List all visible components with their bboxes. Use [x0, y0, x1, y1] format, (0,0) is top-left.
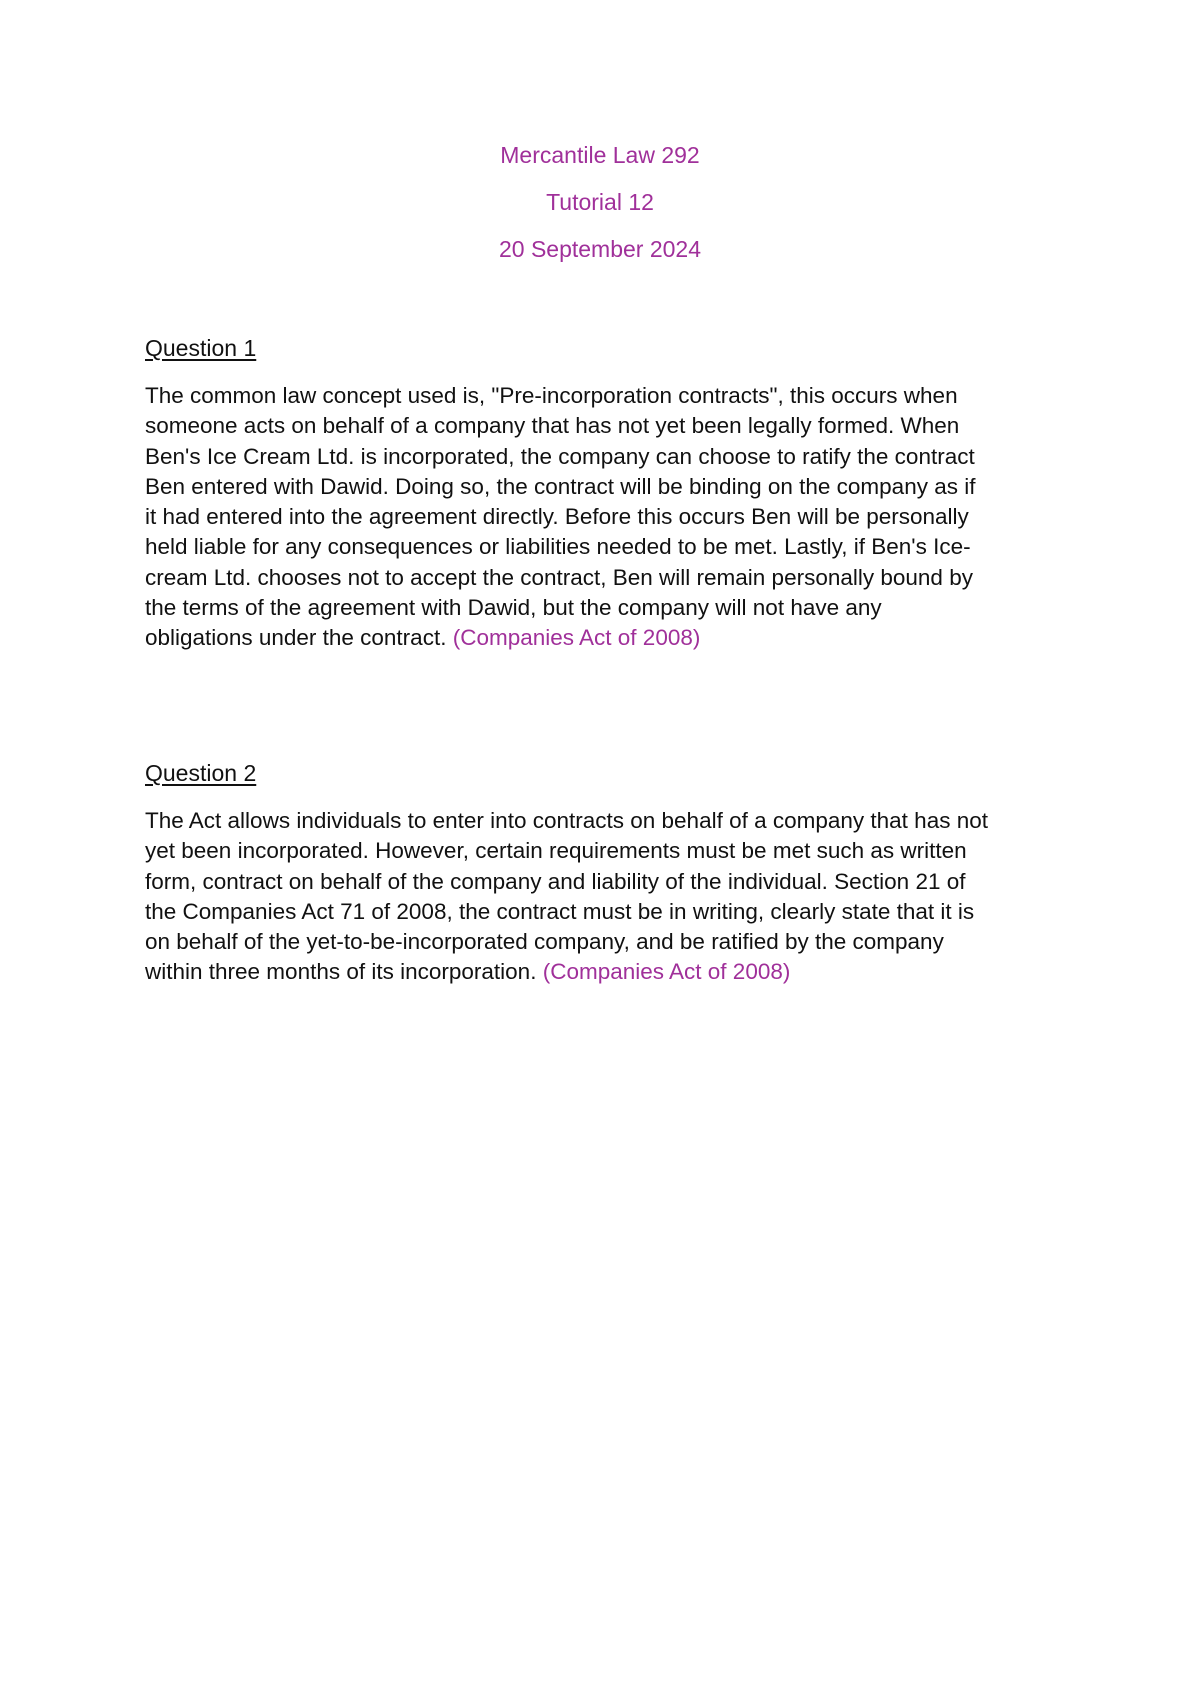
answer-line: cream Ltd. chooses not to accept the contract, Ben will remain personally bound by: [145, 564, 973, 590]
question-2-section: [145, 758, 1065, 988]
question-2-heading: Question 2: [145, 760, 257, 786]
answer-line: on behalf of the yet-to-be-incorporated company, and be ratified by the company: [145, 929, 944, 955]
question-2-answer: [145, 806, 1065, 988]
answer-line: form, contract on behalf of the company and liability of the individual. Section 21 of: [145, 868, 966, 894]
answer-line: someone acts on behalf of a company that has not yet been legally formed. When: [145, 413, 960, 439]
question-1-citation: (Companies Act of 2008): [452, 625, 701, 651]
course-title: Mercantile Law 292: [500, 142, 700, 168]
document-date: 20 September 2024: [498, 236, 702, 262]
answer-line: The Act allows individuals to enter into contracts on behalf of a company that has not: [145, 808, 988, 833]
question-1-heading: Question 1: [145, 335, 257, 361]
answer-line: yet been incorporated. However, certain requirements must be met such as written: [145, 838, 967, 864]
question-1-answer: [145, 381, 1065, 654]
answer-line: it had entered into the agreement directly. Before this occurs Ben will be personally: [145, 504, 969, 530]
answer-line: the terms of the agreement with Dawid, but the company will not have any: [145, 595, 882, 621]
answer-line-text: within three months of its incorporation.: [145, 959, 537, 985]
answer-line: Ben entered with Dawid. Doing so, the contract will be binding on the company as if: [145, 473, 976, 499]
answer-line: The common law concept used is, "Pre-incorporation contracts", this occurs when: [145, 383, 958, 408]
question-2-citation: (Companies Act of 2008): [542, 959, 791, 985]
answer-line: the Companies Act 71 of 2008, the contract must be in writing, clearly state that it is: [145, 898, 975, 924]
answer-line-last: [145, 623, 1065, 653]
document-header: [0, 144, 1200, 285]
answer-line: held liable for any consequences or liabilities needed to be met. Lastly, if Ben's Ice-: [145, 534, 971, 560]
answer-line: Ben's Ice Cream Ltd. is incorporated, the company can choose to ratify the contract: [145, 443, 975, 469]
question-1-section: [145, 333, 1065, 654]
answer-line-text: obligations under the contract.: [145, 625, 447, 651]
answer-line-last: [145, 957, 1065, 987]
tutorial-number: Tutorial 12: [546, 189, 654, 215]
